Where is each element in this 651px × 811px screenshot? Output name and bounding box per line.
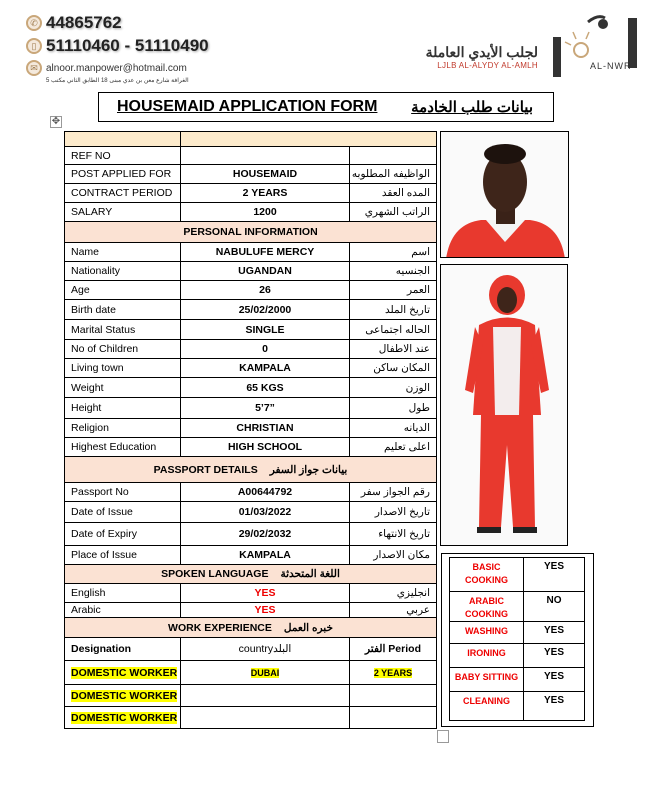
field-value-text: YES — [254, 604, 276, 616]
table-row — [65, 243, 437, 262]
field-label-ar: اسم — [350, 243, 437, 262]
work-designation — [65, 707, 181, 729]
form-title-en: HOUSEMAID APPLICATION FORM — [117, 98, 378, 115]
work-period — [350, 685, 437, 707]
work-period — [350, 661, 437, 685]
field-label-en: Date of Issue — [65, 502, 181, 523]
table-row — [65, 419, 437, 438]
field-value — [181, 523, 350, 546]
field-label-ar: عند الاطفال — [350, 340, 437, 359]
blank-cell-wide — [181, 132, 437, 147]
field-label-ar: الجنسيه — [350, 262, 437, 281]
field-label-ar: مكان الاصدار — [350, 546, 437, 565]
skill-row — [450, 668, 585, 692]
logo-brand: AL-NWR — [590, 61, 632, 71]
skills-box — [441, 553, 594, 727]
work-country-text: DUBAI — [250, 667, 280, 678]
field-label-ar: الحاله اجتماعى — [350, 320, 437, 340]
work-section-title — [65, 618, 437, 638]
work-designation-text: DOMESTIC WORKER — [71, 666, 178, 679]
work-section-ar: خبره العمل — [283, 621, 333, 634]
table-row — [65, 523, 437, 546]
field-label-ar: المده العقد — [350, 184, 437, 203]
phone-icon: ✆ — [26, 15, 42, 31]
field-value-text: 26 — [259, 284, 271, 296]
mail-icon: ✉ — [26, 60, 42, 76]
field-value — [181, 483, 350, 502]
field-label-ar: تاريخ الاصدار — [350, 502, 437, 523]
skill-row — [450, 622, 585, 644]
field-value-text: 29/02/2032 — [238, 528, 292, 540]
skill-value: YES — [524, 692, 585, 721]
skill-value: YES — [524, 668, 585, 692]
table-row — [65, 281, 437, 300]
mobile-icon: ▯ — [26, 38, 42, 54]
field-label-en: Height — [65, 398, 181, 419]
skill-name: BASIC COOKING — [450, 558, 524, 592]
skill-value: YES — [524, 644, 585, 668]
field-value — [181, 378, 350, 398]
field-value-text: UGANDAN — [238, 265, 292, 277]
field-value — [181, 203, 350, 222]
field-value — [181, 147, 350, 165]
empty-paragraph-marker — [437, 730, 449, 743]
logo-mark — [543, 12, 643, 82]
field-value-text: 5’7” — [255, 402, 275, 414]
skills-table — [449, 557, 585, 721]
skill-row — [450, 692, 585, 721]
field-label-ar: تاريخ الملد — [350, 300, 437, 320]
field-value — [181, 281, 350, 300]
column-country: countryالبلد — [181, 638, 350, 661]
skill-value: YES — [524, 558, 585, 592]
passport-section-title — [65, 457, 437, 483]
field-label-ar: انجليزي — [350, 584, 437, 603]
field-label-ar: الديانه — [350, 419, 437, 438]
field-label-en: Arabic — [65, 603, 181, 618]
table-row — [65, 546, 437, 565]
field-value-text: 2 YEARS — [242, 187, 288, 199]
field-label-ar: اعلى تعليم — [350, 438, 437, 457]
field-value-text: 0 — [262, 343, 268, 355]
logo-lamp-icon — [543, 12, 643, 82]
table-row — [65, 165, 437, 184]
skill-row — [450, 592, 585, 622]
work-section — [65, 618, 437, 638]
table-row — [65, 584, 437, 603]
field-label-en: Passport No — [65, 483, 181, 502]
table-row — [65, 300, 437, 320]
work-row — [65, 685, 437, 707]
field-label-en: Highest Education — [65, 438, 181, 457]
full-body-photo — [440, 264, 568, 546]
table-row — [65, 340, 437, 359]
field-value-text: HOUSEMAID — [232, 168, 298, 180]
field-value — [181, 438, 350, 457]
work-row — [65, 661, 437, 685]
table-row — [65, 203, 437, 222]
work-period-text: 2 YEARS — [373, 667, 413, 678]
field-value-text: NABULUFE MERCY — [215, 246, 315, 258]
field-value-text: YES — [254, 587, 276, 599]
table-row — [65, 603, 437, 618]
field-value — [181, 502, 350, 523]
field-value — [181, 184, 350, 203]
work-designation — [65, 661, 181, 685]
mobile-numbers: 51110460 - 51110490 — [46, 36, 209, 55]
field-label-ar: رقم الجواز سفر — [350, 483, 437, 502]
personal-info-section-title — [65, 222, 437, 243]
field-value — [181, 419, 350, 438]
field-value-text: KAMPALA — [239, 362, 291, 374]
field-value — [181, 603, 350, 618]
skill-name: IRONING — [450, 644, 524, 668]
field-value — [181, 398, 350, 419]
table-row — [65, 502, 437, 523]
field-value — [181, 340, 350, 359]
field-label-en: Age — [65, 281, 181, 300]
mobile-line — [26, 36, 209, 56]
logo-english: LJLB AL-ALYDY AL-AMLH — [437, 61, 538, 70]
field-value-text: 25/02/2000 — [238, 303, 292, 316]
field-value-text: CHRISTIAN — [236, 422, 294, 434]
field-label-en: Date of Expiry — [65, 523, 181, 546]
field-value — [181, 546, 350, 565]
language-section-title — [65, 565, 437, 584]
skill-name: WASHING — [450, 622, 524, 644]
field-value-text: SINGLE — [245, 323, 285, 336]
form-title-box — [98, 92, 554, 122]
field-value-text: A00644792 — [237, 486, 293, 498]
blank-cell — [65, 132, 181, 147]
work-country — [181, 685, 350, 707]
work-designation — [65, 685, 181, 707]
logo-text — [410, 44, 538, 70]
field-label-en: Place of Issue — [65, 546, 181, 565]
work-header-row — [65, 638, 437, 661]
field-value — [181, 243, 350, 262]
face-photo — [440, 131, 569, 258]
skill-row — [450, 644, 585, 668]
skill-name: CLEANING — [450, 692, 524, 721]
field-label-en: Marital Status — [65, 320, 181, 340]
passport-section-en: PASSPORT DETAILS — [153, 463, 258, 476]
work-country — [181, 707, 350, 729]
field-label-en: POST APPLIED FOR — [65, 165, 181, 184]
passport-section — [65, 457, 437, 483]
table-row — [65, 398, 437, 419]
work-country — [181, 661, 350, 685]
field-label-en: Nationality — [65, 262, 181, 281]
personal-info-section-en: PERSONAL INFORMATION — [183, 226, 318, 238]
skill-value: YES — [524, 622, 585, 644]
full-body-photo-image — [441, 265, 568, 546]
field-label-ar: العمر — [350, 281, 437, 300]
field-label-en: English — [65, 584, 181, 603]
table-row — [65, 359, 437, 378]
form-title-ar: بيانات طلب الخادمة — [411, 99, 533, 116]
work-designation-text: DOMESTIC WORKER — [71, 689, 178, 702]
field-label-ar: الراتب الشهري — [350, 203, 437, 222]
field-label-en: Religion — [65, 419, 181, 438]
field-value — [181, 300, 350, 320]
field-value — [181, 584, 350, 603]
work-designation-text: DOMESTIC WORKER — [71, 711, 178, 724]
field-label-en: SALARY — [65, 203, 181, 222]
passport-section-ar: بيانات جواز السفر — [269, 463, 348, 476]
skill-row — [450, 558, 585, 592]
column-designation: Designation — [65, 638, 181, 661]
table-move-handle-icon[interactable]: ✥ — [51, 116, 61, 127]
phone-number: 44865762 — [46, 13, 122, 32]
field-value-text: HIGH SCHOOL — [227, 441, 303, 453]
field-label-ar: طول — [350, 398, 437, 419]
logo-arabic: لجلب الأيدي العاملة — [425, 44, 538, 60]
work-section-en: WORK EXPERIENCE — [168, 621, 272, 634]
field-value — [181, 320, 350, 340]
email-line — [26, 60, 187, 76]
language-section — [65, 565, 437, 584]
column-period: الفتر Period — [350, 638, 437, 661]
language-section-ar: اللغة المتحدثة — [280, 568, 340, 580]
work-row — [65, 707, 437, 729]
field-label-en: No of Children — [65, 340, 181, 359]
field-label-en: CONTRACT PERIOD — [65, 184, 181, 203]
table-row — [65, 378, 437, 398]
skill-name: BABY SITTING — [450, 668, 524, 692]
field-label-ar: الوزن — [350, 378, 437, 398]
field-label-en: Weight — [65, 378, 181, 398]
skill-name: ARABIC COOKING — [450, 592, 524, 622]
table-row — [65, 147, 437, 165]
face-photo-image — [441, 132, 569, 258]
field-label-ar: الواظيفه المطلوبه — [350, 165, 437, 184]
field-value — [181, 165, 350, 184]
header-blank-row — [65, 132, 437, 147]
field-label-ar — [350, 147, 437, 165]
field-value-text: 01/03/2022 — [238, 506, 292, 518]
table-row — [65, 438, 437, 457]
field-value-text: KAMPALA — [239, 549, 291, 561]
field-value — [181, 262, 350, 281]
field-label-en: Name — [65, 243, 181, 262]
field-label-en: Birth date — [65, 300, 181, 320]
table-row — [65, 262, 437, 281]
field-value-text: 65 KGS — [246, 381, 284, 394]
phone-line — [26, 13, 122, 33]
field-label-en: Living town — [65, 359, 181, 378]
field-label-ar: عربي — [350, 603, 437, 618]
table-row — [65, 483, 437, 502]
field-value-text: 1200 — [253, 206, 277, 218]
application-form-table — [64, 131, 437, 729]
personal-info-section — [65, 222, 437, 243]
field-label-ar: تاريخ الانتهاء — [350, 523, 437, 546]
skill-value: NO — [524, 592, 585, 622]
field-label-en: REF NO — [65, 147, 181, 165]
field-value — [181, 359, 350, 378]
table-row — [65, 320, 437, 340]
work-period — [350, 707, 437, 729]
address: الغرافة شارع معن بن عدي مبنى 18 الطابق الثاني مكتب 5 — [46, 78, 189, 84]
email-address: alnoor.manpower@hotmail.com — [46, 62, 187, 74]
language-section-en: SPOKEN LANGUAGE — [161, 568, 269, 580]
table-row — [65, 184, 437, 203]
field-label-ar: المكان ساكن — [350, 359, 437, 378]
